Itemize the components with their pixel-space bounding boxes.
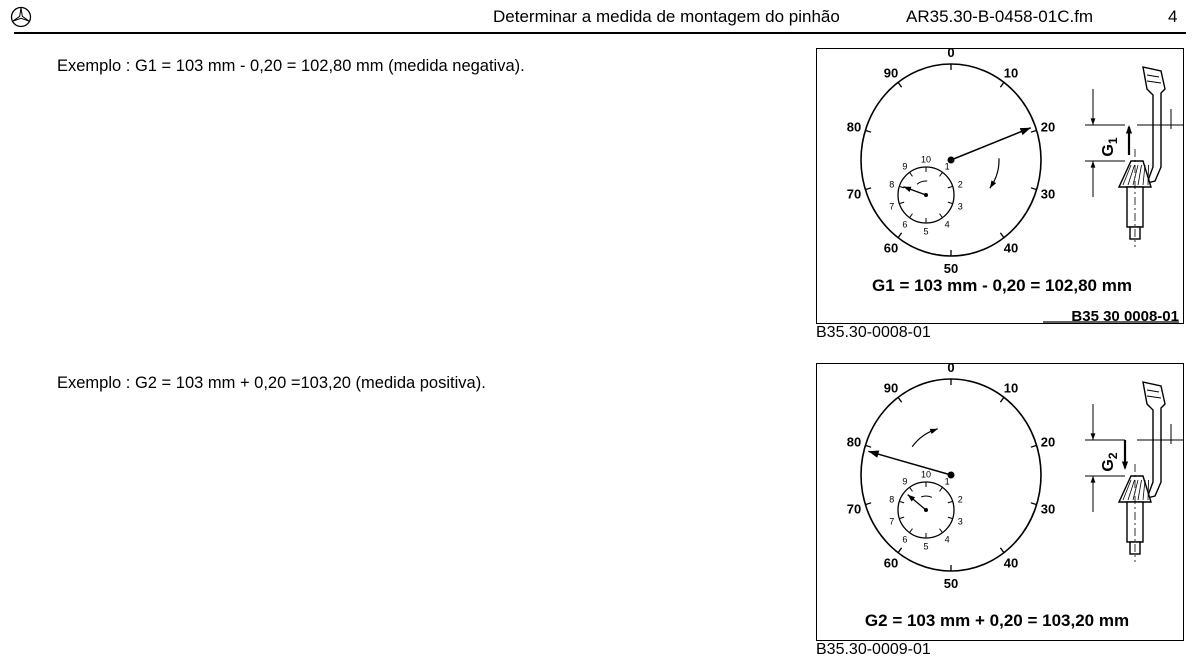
dial-scale-label: 70 bbox=[846, 501, 862, 517]
dial-scale-label: 40 bbox=[1003, 240, 1019, 256]
small-dial-label: 6 bbox=[902, 534, 908, 545]
small-dial-label: 10 bbox=[920, 469, 932, 480]
figure-caption-g1: B35.30-0008-01 bbox=[816, 324, 931, 341]
dial-tick bbox=[865, 130, 871, 132]
small-dial-label: 2 bbox=[957, 494, 963, 505]
dial-scale-label: 30 bbox=[1040, 186, 1056, 202]
small-dial-label: 1 bbox=[944, 476, 950, 487]
dimension-label-subscript: 1 bbox=[1106, 137, 1120, 145]
dial-tick bbox=[1031, 188, 1037, 190]
small-dial-label: 10 bbox=[920, 154, 932, 165]
small-dial-pivot bbox=[924, 508, 928, 512]
dial-scale-label: 90 bbox=[883, 65, 899, 81]
figure-caption-g2: B35.30-0009-01 bbox=[816, 641, 931, 658]
rotation-arrowhead bbox=[990, 180, 996, 188]
dial-scale-label: 10 bbox=[1003, 380, 1019, 396]
small-dial-label: 6 bbox=[902, 219, 908, 230]
dial-tick bbox=[865, 445, 871, 447]
bold-direction-arrowhead bbox=[1122, 462, 1128, 470]
example-text-g2: Exemplo : G2 = 103 mm + 0,20 =103,20 (medida positiva). bbox=[57, 374, 486, 392]
dial-needle bbox=[868, 451, 951, 475]
dial-tick bbox=[898, 233, 902, 238]
dial-scale-label: 40 bbox=[1003, 555, 1019, 571]
small-dial-label: 5 bbox=[923, 226, 929, 237]
dimension-arrowhead bbox=[1091, 476, 1096, 483]
dimension-arrowhead bbox=[1091, 433, 1096, 440]
header-divider bbox=[14, 32, 1186, 34]
dial-scale-label: 10 bbox=[1003, 65, 1019, 81]
mercedes-star-icon bbox=[10, 6, 32, 28]
small-dial-label: 7 bbox=[889, 201, 895, 212]
small-dial-label: 2 bbox=[957, 179, 963, 190]
dial-tick bbox=[1000, 233, 1004, 238]
figure-g2 bbox=[816, 363, 1184, 641]
small-dial-label: 1 bbox=[944, 161, 950, 172]
small-dial-label: 3 bbox=[957, 201, 963, 212]
dial-tick bbox=[898, 82, 902, 87]
dial-needle-arrowhead bbox=[868, 451, 879, 458]
dial-tick bbox=[1031, 503, 1037, 505]
small-dial-label: 9 bbox=[902, 161, 908, 172]
rotation-arrowhead bbox=[930, 429, 938, 434]
dial-tick bbox=[1000, 82, 1004, 87]
small-dial-label: 4 bbox=[944, 219, 950, 230]
dimension-label: $G_2$ bbox=[1100, 452, 1120, 472]
document-file-name: AR35.30-B-0458-01C.fm bbox=[906, 7, 1094, 26]
dial-gauge bbox=[847, 364, 1055, 591]
dial-scale-label: 60 bbox=[883, 240, 899, 256]
dial-scale-label: 50 bbox=[943, 261, 959, 276]
dial-needle bbox=[951, 128, 1031, 160]
small-dial-label: 9 bbox=[902, 476, 908, 487]
formula-g1: G1 = 103 mm - 0,20 = 102,80 mm bbox=[872, 276, 1132, 295]
dial-scale-label: 70 bbox=[846, 186, 862, 202]
small-dial-label: 3 bbox=[957, 516, 963, 527]
dial-tick bbox=[898, 397, 902, 402]
example-text-g1: Exemplo : G1 = 103 mm - 0,20 = 102,80 mm (medida negativa). bbox=[57, 57, 525, 75]
bold-direction-arrowhead bbox=[1126, 125, 1132, 133]
document-title: Determinar a medida de montagem do pinhão bbox=[493, 7, 840, 26]
small-dial-label: 7 bbox=[889, 516, 895, 527]
pinion-hatch bbox=[1148, 165, 1149, 185]
dial-tick bbox=[898, 548, 902, 553]
small-dial-label: 8 bbox=[889, 494, 895, 505]
formula-g2: G2 = 103 mm + 0,20 = 103,20 mm bbox=[864, 611, 1130, 630]
small-dial-label: 5 bbox=[923, 541, 929, 552]
dial-tick bbox=[1031, 130, 1037, 132]
dial-scale-label: 0 bbox=[947, 49, 955, 60]
dial-scale-label: 20 bbox=[1040, 119, 1056, 135]
small-dial-pivot bbox=[924, 193, 928, 197]
dial-tick bbox=[1000, 548, 1004, 553]
small-dial-label: 4 bbox=[944, 534, 950, 545]
dial-tick bbox=[1031, 445, 1037, 447]
dial-scale-label: 80 bbox=[846, 119, 862, 135]
figure-g1 bbox=[816, 48, 1184, 324]
small-dial-label: 8 bbox=[889, 179, 895, 190]
image-code: B35 30 0008-01 bbox=[1071, 308, 1179, 323]
dial-scale-label: 20 bbox=[1040, 434, 1056, 450]
dimension-arrowhead bbox=[1091, 118, 1096, 125]
dial-needle-arrowhead bbox=[1020, 128, 1031, 135]
dial-scale-label: 50 bbox=[943, 576, 959, 591]
pinion-drawing bbox=[1085, 67, 1183, 247]
dial-gauge bbox=[847, 49, 1055, 276]
page-number: 4 bbox=[1168, 7, 1178, 26]
dimension-arrowhead bbox=[1091, 161, 1096, 168]
dial-tick bbox=[1000, 397, 1004, 402]
dial-scale-label: 60 bbox=[883, 555, 899, 571]
dial-tick bbox=[865, 188, 871, 190]
pinion-hatch bbox=[1148, 480, 1149, 500]
dial-scale-label: 80 bbox=[846, 434, 862, 450]
dial-scale-label: 30 bbox=[1040, 501, 1056, 517]
dial-tick bbox=[865, 503, 871, 505]
pinion-drawing bbox=[1085, 382, 1183, 562]
dimension-label-subscript: 2 bbox=[1106, 452, 1120, 460]
page-header bbox=[0, 0, 1200, 34]
dimension-label: $G_1$ bbox=[1100, 137, 1120, 157]
dial-scale-label: 90 bbox=[883, 380, 899, 396]
dial-scale-label: 0 bbox=[947, 364, 955, 375]
